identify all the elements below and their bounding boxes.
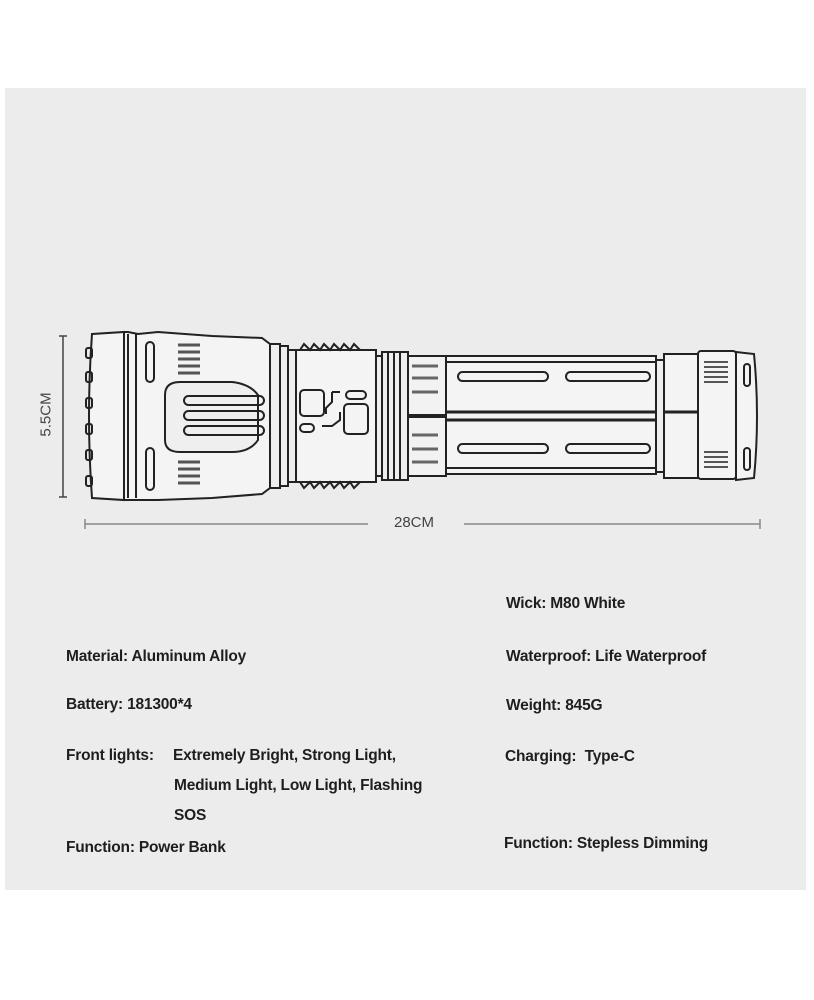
spec-battery: Battery: 181300*4 bbox=[66, 696, 192, 713]
spec-function-left: Function: Power Bank bbox=[66, 839, 226, 856]
spec-wick: Wick: M80 White bbox=[506, 595, 626, 612]
spec-front-lights-line2: Medium Light, Low Light, Flashing bbox=[174, 777, 423, 794]
length-label: 28CM bbox=[394, 514, 435, 531]
flashlight-rings bbox=[382, 352, 408, 480]
spec-front-lights-label: Front lights: bbox=[66, 747, 154, 764]
flashlight-head bbox=[124, 332, 270, 500]
spec-front-lights-line1: Extremely Bright, Strong Light, bbox=[173, 747, 396, 764]
spec-charging: Charging: Type-C bbox=[505, 748, 635, 765]
spec-weight: Weight: 845G bbox=[506, 697, 603, 714]
flashlight-battery-tube bbox=[446, 356, 656, 474]
spec-front-lights-line3: SOS bbox=[174, 807, 207, 824]
flashlight-control-section bbox=[296, 344, 382, 488]
flashlight-neck bbox=[270, 344, 296, 488]
height-label: 5.5CM bbox=[37, 392, 55, 437]
flashlight-tail bbox=[656, 351, 757, 480]
spec-material: Material: Aluminum Alloy bbox=[66, 648, 247, 665]
spec-function-right: Function: Stepless Dimming bbox=[504, 835, 709, 852]
flashlight-lens-rim bbox=[86, 332, 124, 500]
height-dimension-line bbox=[59, 336, 67, 497]
spec-waterproof: Waterproof: Life Waterproof bbox=[506, 648, 707, 665]
flashlight-knurled-band bbox=[408, 356, 446, 476]
